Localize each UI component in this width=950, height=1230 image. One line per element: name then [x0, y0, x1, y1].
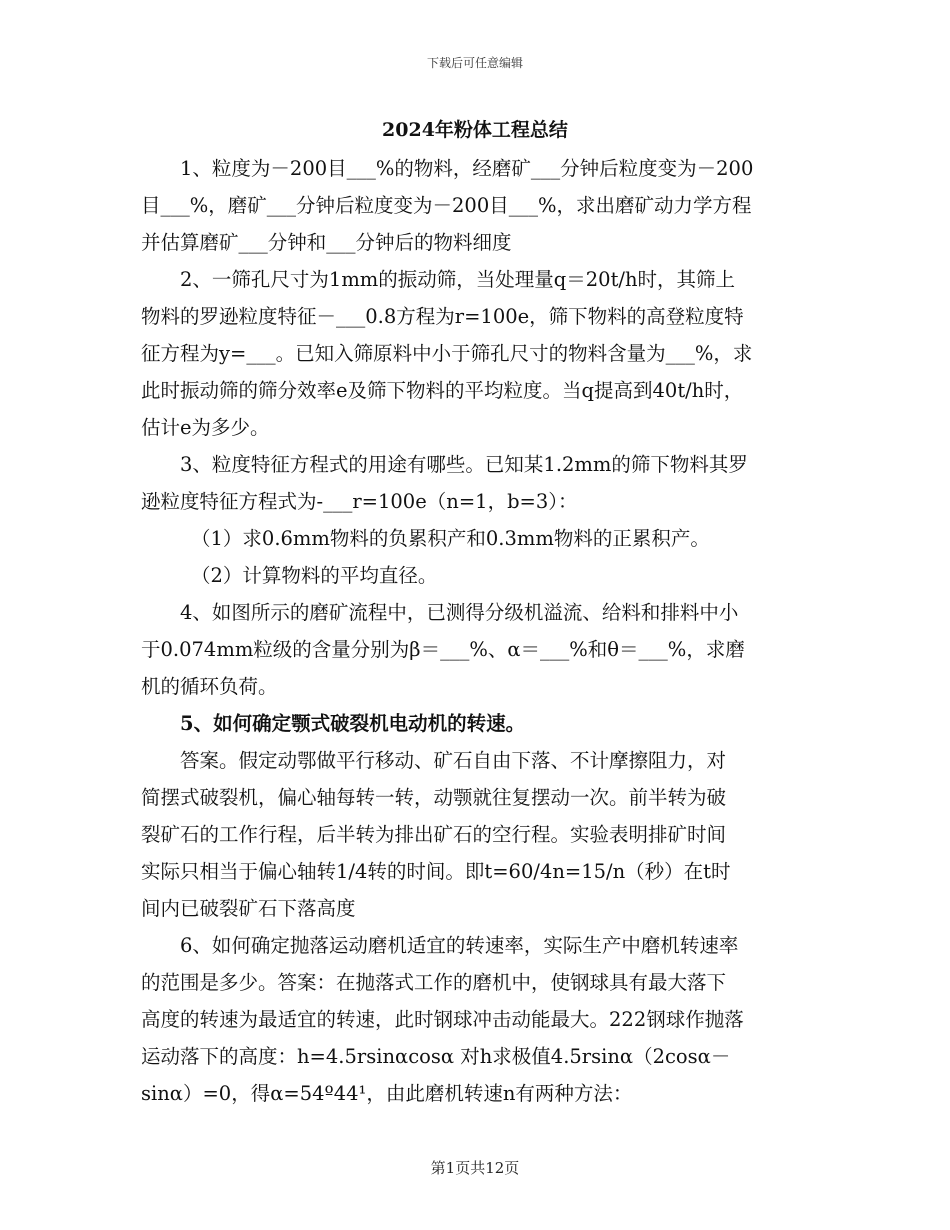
- q6-line-3: 高度的转速为最适宜的转速，此时钢球冲击动能最大。222钢球作抛落: [141, 1008, 744, 1031]
- page-number-footer: 第1页共12页: [430, 1159, 520, 1177]
- q5-answer-line-4: 实际只相当于偏心轴转1/4转的时间。即t=60/4n=15/n（秒）在t时: [141, 860, 731, 883]
- q3-line-2: 逊粒度特征方程式为-___r=100e（n=1，b=3）：: [141, 490, 578, 513]
- q6-line-5: sinα）=0，得α=54º44¹，由此磨机转速n有两种方法：: [141, 1082, 633, 1105]
- q5-answer-line-3: 裂矿石的工作行程，后半转为排出矿石的空行程。实验表明排矿时间: [141, 823, 727, 846]
- q2-line-4: 此时振动筛的筛分效率e及筛下物料的平均粒度。当q提高到40t/h时，: [141, 379, 744, 402]
- q1-line-3: 并估算磨矿___分钟和___分钟后的物料细度: [141, 231, 512, 254]
- q4-line-3: 机的循环负荷。: [141, 675, 278, 698]
- q2-line-2: 物料的罗逊粒度特征－___0.8方程为r=100e，筛下物料的高登粒度特: [141, 305, 744, 328]
- q6-line-4: 运动落下的高度：h=4.5rsinαcosα 对h求极值4.5rsinα（2cosα－: [141, 1045, 731, 1068]
- q2-line-1: 2、一筛孔尺寸为1mm的振动筛，当处理量q＝20t/h时，其筛上: [180, 268, 736, 291]
- q4-line-1: 4、如图所示的磨矿流程中，已测得分级机溢流、给料和排料中小: [180, 601, 739, 624]
- document-body: [141, 150, 811, 1112]
- q1-line-1: 1、粒度为－200目___%的物料，经磨矿___分钟后粒度变为－200: [180, 157, 754, 180]
- q2-line-3: 征方程为y=___。已知入筛原料中小于筛孔尺寸的物料含量为___%，求: [141, 342, 753, 365]
- q5-answer-line-1: 答案。假定动鄂做平行移动、矿石自由下落、不计摩擦阻力，对: [180, 749, 727, 772]
- q2-line-5: 估计e为多少。: [141, 416, 270, 439]
- q5-heading: 5、如何确定颚式破裂机电动机的转速。: [180, 712, 526, 735]
- q3-line-1: 3、粒度特征方程式的用途有哪些。已知某1.2mm的筛下物料其罗: [180, 453, 748, 476]
- q3-subitem-1: （1）求0.6mm物料的负累积产和0.3mm物料的正累积产。: [191, 527, 710, 550]
- q3-subitem-2: （2）计算物料的平均直径。: [191, 564, 438, 587]
- q6-line-1: 6、如何确定抛落运动磨机适宜的转速率，实际生产中磨机转速率: [180, 934, 739, 957]
- q4-line-2: 于0.074mm粒级的含量分别为β＝___%、α＝___%和θ＝___%，求磨: [141, 638, 745, 661]
- q1-line-2: 目___%，磨矿___分钟后粒度变为－200目___%，求出磨矿动力学方程: [141, 194, 752, 217]
- q6-line-2: 的范围是多少。答案：在抛落式工作的磨机中，使钢球具有最大落下: [141, 971, 727, 994]
- document-title: 2024年粉体工程总结: [382, 119, 568, 141]
- q5-answer-line-5: 间内已破裂矿石下落高度: [141, 897, 356, 920]
- q5-answer-line-2: 简摆式破裂机，偏心轴每转一转，动颚就往复摆动一次。前半转为破: [141, 786, 727, 809]
- page-header-note: 下载后可任意编辑: [426, 56, 523, 70]
